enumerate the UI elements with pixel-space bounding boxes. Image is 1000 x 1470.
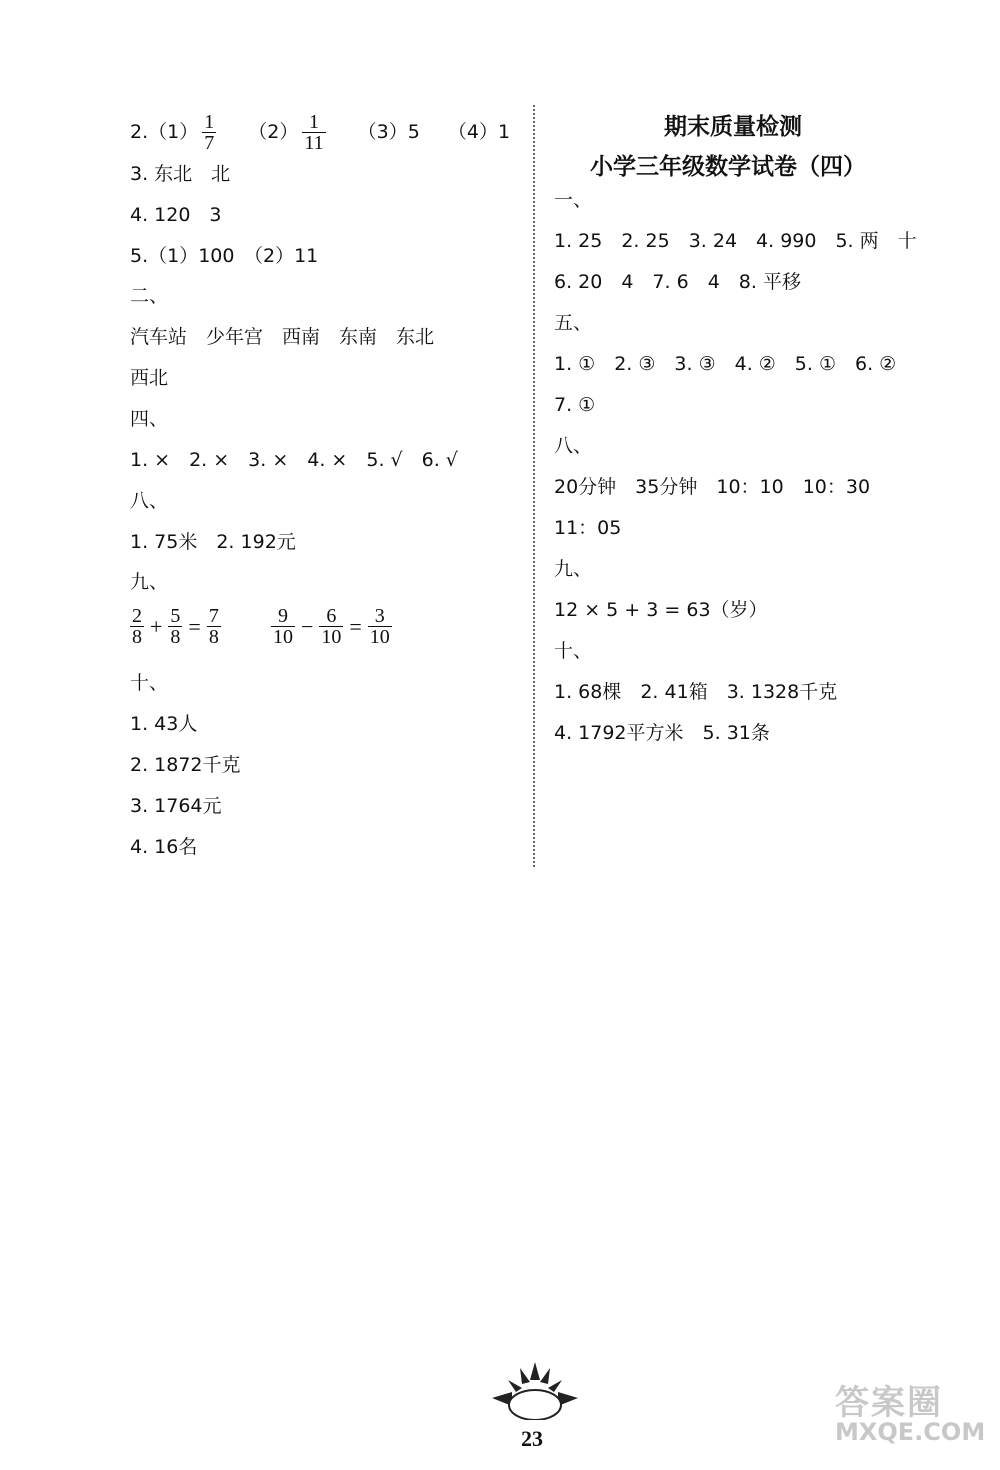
fraction [319, 606, 343, 647]
section-heading: 八、 [130, 490, 169, 512]
answer-s2-line1: 汽车站 少年宫 西南 东南 东北 [130, 326, 435, 348]
operator: = [349, 613, 362, 639]
answer-s4-line: 1. × 2. × 3. × 4. × 5. √ 6. √ [130, 449, 458, 471]
numerator: 9 [271, 606, 295, 627]
section-heading: 一、 [554, 189, 593, 211]
denominator: 11 [304, 132, 324, 154]
denominator: 10 [369, 626, 390, 648]
section-heading: 九、 [554, 558, 593, 580]
answer-s10-3: 3. 1764元 [130, 795, 222, 817]
answer-r-s1-2: 6. 20 4 7. 6 4 8. 平移 [554, 271, 801, 293]
denominator: 8 [208, 626, 219, 648]
answer-s10-1: 1. 43人 [130, 713, 198, 735]
section-heading: 八、 [554, 435, 593, 457]
denominator: 10 [321, 626, 342, 648]
fraction [168, 606, 182, 647]
section-heading: 五、 [554, 312, 593, 334]
page-subtitle: 小学三年级数学试卷（四） [590, 153, 866, 180]
numerator: 3 [368, 606, 392, 627]
page-title: 期末质量检测 [664, 113, 802, 140]
q2-part4: （4）1 [447, 121, 511, 143]
section-heading: 四、 [130, 408, 169, 430]
watermark-url: MXQE.COM [835, 1418, 986, 1446]
answer-r-s9-1: 12 × 5 + 3 = 63（岁） [554, 599, 768, 621]
q2-part3: （3）5 [357, 121, 420, 143]
denominator: 8 [170, 626, 181, 648]
answer-s2-line2: 西北 [130, 367, 169, 389]
answer-r-s8-2: 11：05 [554, 517, 622, 539]
answer-r-s8-1: 20分钟 35分钟 10：10 10：30 [554, 476, 871, 498]
numerator: 7 [208, 605, 219, 627]
fraction [130, 606, 144, 647]
fraction [368, 606, 392, 647]
fraction-equations [126, 606, 396, 647]
fraction [202, 112, 216, 153]
denominator: 8 [132, 626, 142, 648]
numerator: 2 [132, 605, 142, 627]
operator: − [300, 613, 314, 639]
q2-part2: （2） [248, 121, 299, 143]
operator: = [188, 613, 201, 639]
numerator: 1 [302, 112, 325, 133]
answer-s10-2: 2. 1872千克 [130, 754, 241, 776]
fraction [302, 112, 325, 153]
denominator: 7 [204, 132, 215, 154]
answer-r-s10-2: 4. 1792平方米 5. 31条 [554, 722, 770, 744]
fraction [271, 606, 295, 647]
operator: + [150, 613, 163, 639]
page-number: 23 [521, 1426, 543, 1451]
answer-left-3: 3. 东北 北 [130, 163, 231, 185]
fraction [207, 606, 221, 647]
denominator: 10 [272, 626, 293, 648]
numerator: 6 [319, 606, 343, 627]
q2-prefix: 2.（1） [130, 121, 199, 143]
answer-r-s5-2: 7. ① [554, 394, 596, 416]
answer-left-5: 5.（1）100 （2）11 [130, 245, 319, 267]
page-ornament-icon [490, 1360, 580, 1420]
numerator: 5 [170, 605, 181, 627]
answer-left-4: 4. 120 3 [130, 204, 222, 226]
answer-left-2 [130, 112, 510, 153]
section-heading: 二、 [130, 285, 169, 307]
answer-r-s1-1: 1. 25 2. 25 3. 24 4. 990 5. 两 十 [554, 230, 917, 252]
column-divider [533, 105, 535, 867]
answer-s10-4: 4. 16名 [130, 836, 198, 858]
section-heading: 十、 [130, 672, 169, 694]
answer-r-s5-1: 1. ① 2. ③ 3. ③ 4. ② 5. ① 6. ② [554, 353, 897, 375]
answer-s8-line: 1. 75米 2. 192元 [130, 531, 296, 553]
numerator: 1 [204, 111, 215, 133]
answer-r-s10-1: 1. 68棵 2. 41箱 3. 1328千克 [554, 681, 838, 703]
section-heading: 十、 [554, 640, 593, 662]
section-heading: 九、 [130, 571, 169, 593]
watermark: 答案圈 [835, 1383, 943, 1423]
